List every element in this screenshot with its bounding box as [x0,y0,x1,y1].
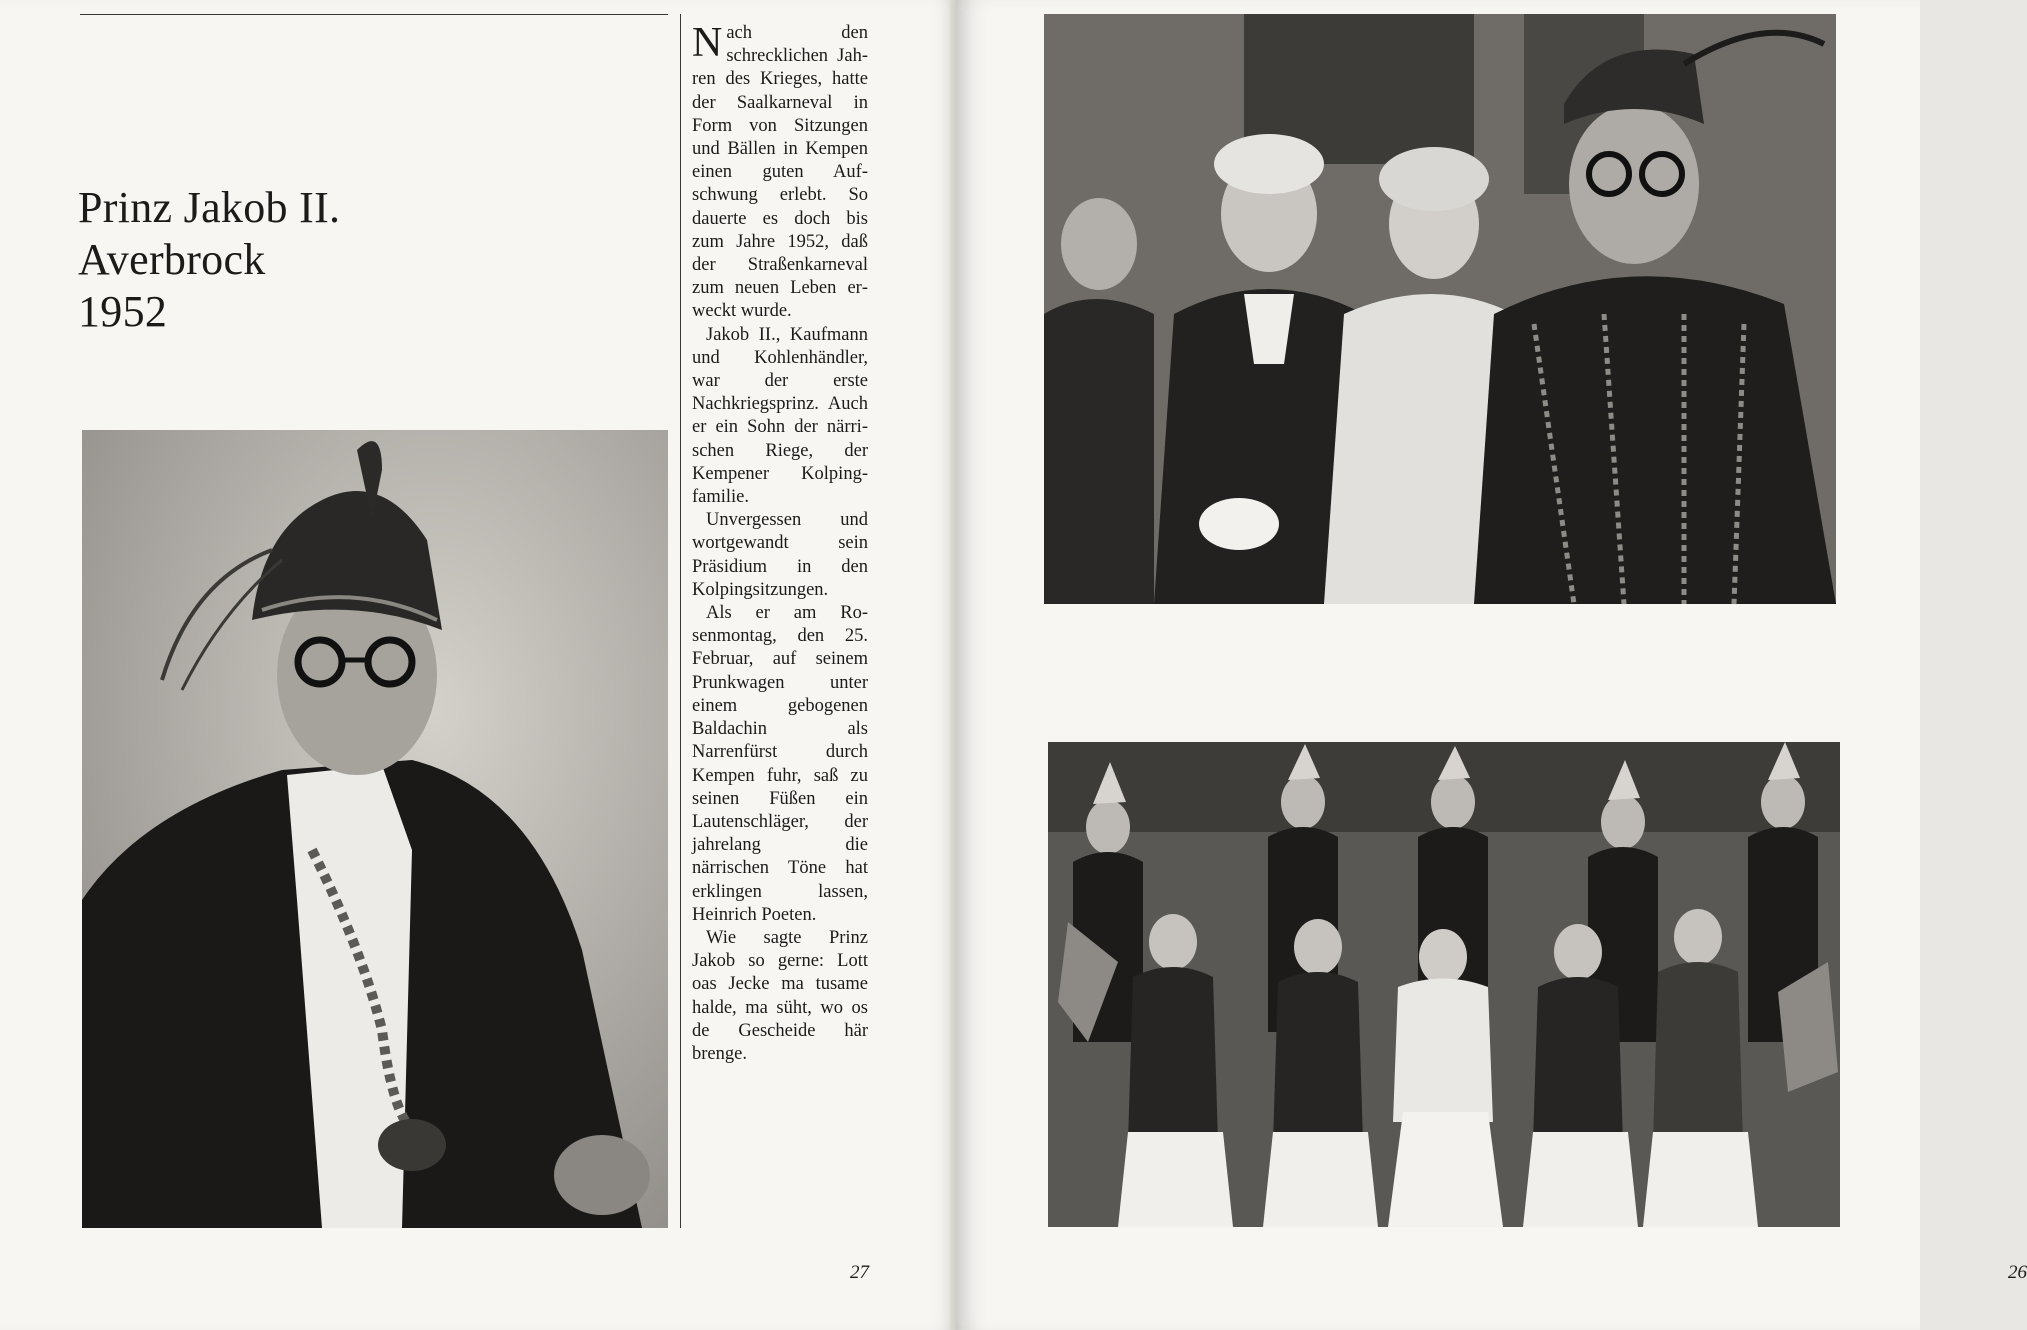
column-rule [680,14,681,1228]
article-paragraph: Wie sagte Prinz Jakob so gerne: Lott oas Jecke ma tusame halde, ma süht, wo os de Gescheide här brenge. [692,927,868,1064]
top-rule [80,14,668,15]
article-paragraph: Jakob II., Kaufmann und Kohlenhändler, war der erste Nachkriegsprinz. Auch er ein Sohn der närrischen Riege, der Kempener Kolpingfamilie. [692,324,868,508]
photo-guard-group-image [1048,742,1840,1227]
photo-guard-group [1048,742,1840,1227]
left-page [0,0,956,1330]
portrait-photo-image [82,430,668,1228]
article-paragraph: Nach den schrecklichen Jahren des Krieges, hatte der Saalkarneval in Form von Sitzungen und Bällen in Kempen einen guten Aufschwung erlebt. So dauerte es doch bis zum Jahre 1952, daß der Straßenkarneval zum neuen Leben erweckt wurde. [692,20,868,322]
article-paragraph: Als er am Rosenmontag, den 25. Februar, auf seinem Prunkwagen unter einem gebogenen Baldachin als Narrenfürst durch Kempen fuhr, saß zu seinen Füßen ein Lautenschläger, der jahrelang die närrischen Töne hat erklingen lassen, Heinrich Poeten. [692,603,868,925]
page-number-left: 27 [850,1262,869,1283]
article-paragraph: Unvergessen und wortgewandt sein Präsidium in den Kolpingsitzungen. [692,510,868,600]
page-number-right: 26 [2008,1262,2027,1283]
portrait-photo [82,430,668,1228]
title-line-surname: Averbrock [78,235,266,284]
article-body [692,22,868,1066]
show-through-text [120,108,620,118]
title-line-name: Prinz Jakob II. [78,183,341,232]
drop-cap: N [692,20,723,66]
photo-prince-with-court [1044,14,1836,604]
page-title [78,182,340,338]
photo-prince-with-court-image [1044,14,1836,604]
title-line-year: 1952 [78,287,168,336]
right-page [956,0,2027,1330]
